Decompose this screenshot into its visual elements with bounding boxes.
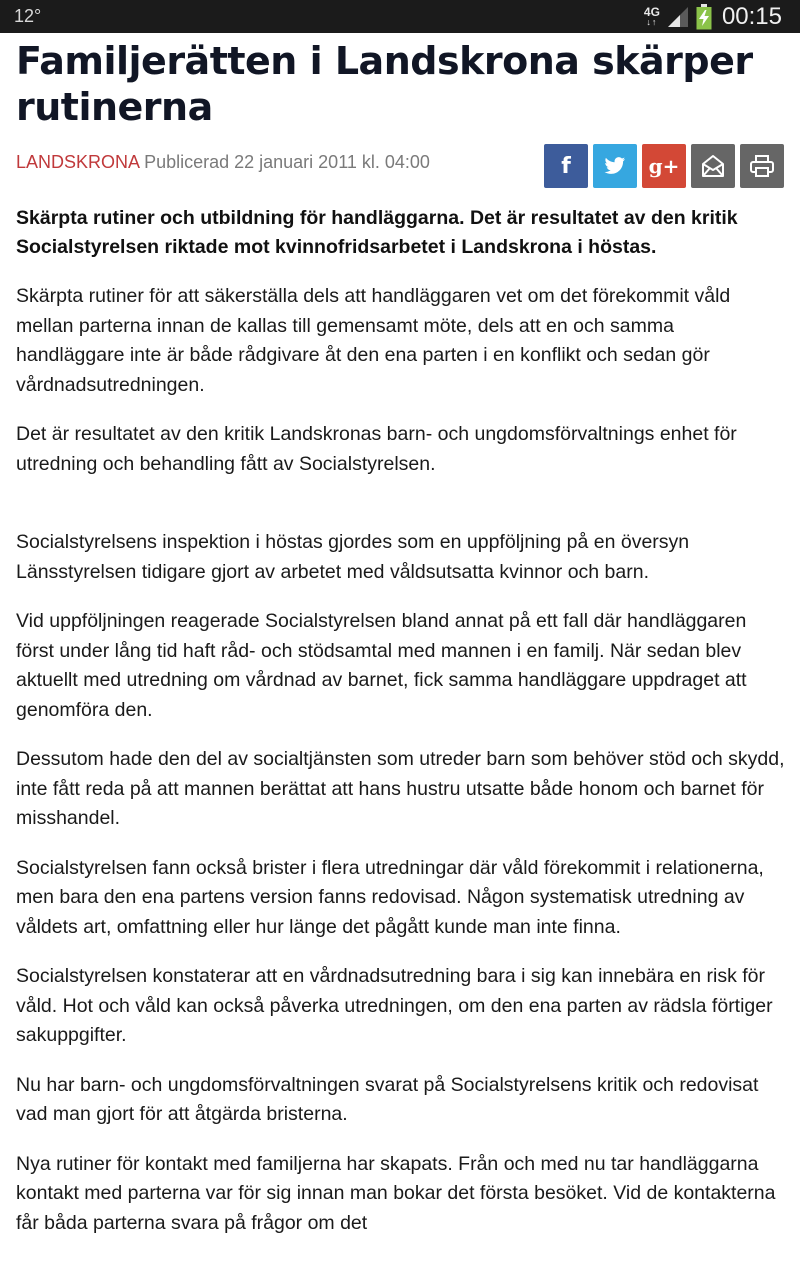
article-body — [16, 282, 786, 1238]
clock: 00:15 — [721, 2, 782, 30]
article-paragraph: Socialstyrelsen konstaterar att en vårdnadsutredning bara i sig kan innebära en risk för våld. Hot och våld kan också påverka utredningen, om den ena parten av rädsla förtiger sakuppgifter. — [16, 965, 773, 1046]
article-paragraph: Dessutom hade den del av socialtjänsten som utreder barn som behöver stöd och skydd, inte fått reda på att mannen berättat att hans hustru utsatte både honom och barnet för misshandel. — [16, 748, 785, 829]
article-paragraph: Nu har barn- och ungdomsförvaltningen svarat på Socialstyrelsens kritik och redovisat vad man gjort för att åtgärda bristerna. — [16, 1073, 759, 1125]
article-paragraph: Socialstyrelsens inspektion i höstas gjordes som en uppföljning på en översyn Länsstyrelsen tidigare gjort av arbetet med våldsutsatta kvinnor och barn. — [16, 531, 690, 583]
facebook-share-button[interactable] — [544, 144, 588, 188]
article — [16, 38, 786, 1238]
publish-date: Publicerad 22 januari 2011 kl. 04:00 — [144, 152, 430, 172]
article-paragraph: Nya rutiner för kontakt med familjerna har skapats. Från och med nu tar handläggarna kontakt med parterna var för sig innan man bokar det första besöket. Vid de kontakterna får båda parterna svara på frågor om det — [16, 1152, 776, 1234]
twitter-share-button[interactable] — [593, 144, 637, 188]
google-plus-icon: g+ — [648, 154, 680, 178]
article-paragraph: Socialstyrelsen fann också brister i flera utredningar där våld förekommit i relationerna, men bara den ena partens version fanns redovisad. Någon systematisk utredning av våldets art, omfattning eller hur länge det pågått kunde man inte finna. — [16, 856, 764, 938]
section-link[interactable]: LANDSKRONA — [16, 152, 140, 172]
twitter-icon — [604, 156, 626, 176]
print-button[interactable] — [740, 144, 784, 188]
google-plus-share-button[interactable] — [642, 144, 686, 188]
status-bar — [0, 0, 800, 33]
article-meta-row — [16, 152, 786, 208]
article-headline: Familjerätten i Landskrona skärper rutinerna — [16, 39, 753, 129]
weather-temperature: 12° — [14, 6, 42, 26]
email-share-button[interactable] — [691, 144, 735, 188]
article-paragraph: Vid uppföljningen reagerade Socialstyrelsen bland annat på ett fall där handläggaren först under lång tid haft råd- och stödsamtal med mannen i en familj. När sedan blev aktuellt med utredning om vårdnad av barnet, fick samma handläggare uppdraget att genomföra den. — [16, 610, 747, 721]
facebook-icon: f — [561, 153, 571, 179]
network-indicator — [643, 4, 660, 27]
network-activity-arrows: ↓↑ — [646, 16, 658, 27]
signal-strength-icon — [666, 5, 690, 29]
email-icon — [700, 153, 726, 179]
share-bar — [544, 144, 784, 188]
battery-charging-icon — [696, 4, 712, 30]
network-type: 4G — [643, 4, 660, 19]
article-paragraph: Det är resultatet av den kritik Landskronas barn- och ungdomsförvaltnings enhet för utredning och behandling fått av Socialstyrelsen. — [16, 423, 737, 475]
article-lead: Skärpta rutiner och utbildning för handläggarna. Det är resultatet av den kritik Socialstyrelsen riktade mot kvinnofridsarbetet i Landskrona i höstas. — [16, 207, 738, 258]
article-paragraph: Skärpta rutiner för att säkerställa dels att handläggaren vet om det förekommit våld mellan parterna innan de kallas till gemensamt möte, dels att en och samma handläggare inte är både rådgivare åt den ena parten i en konflikt och sedan gör vårdnadsutredningen. — [16, 285, 731, 396]
print-icon — [749, 154, 775, 178]
